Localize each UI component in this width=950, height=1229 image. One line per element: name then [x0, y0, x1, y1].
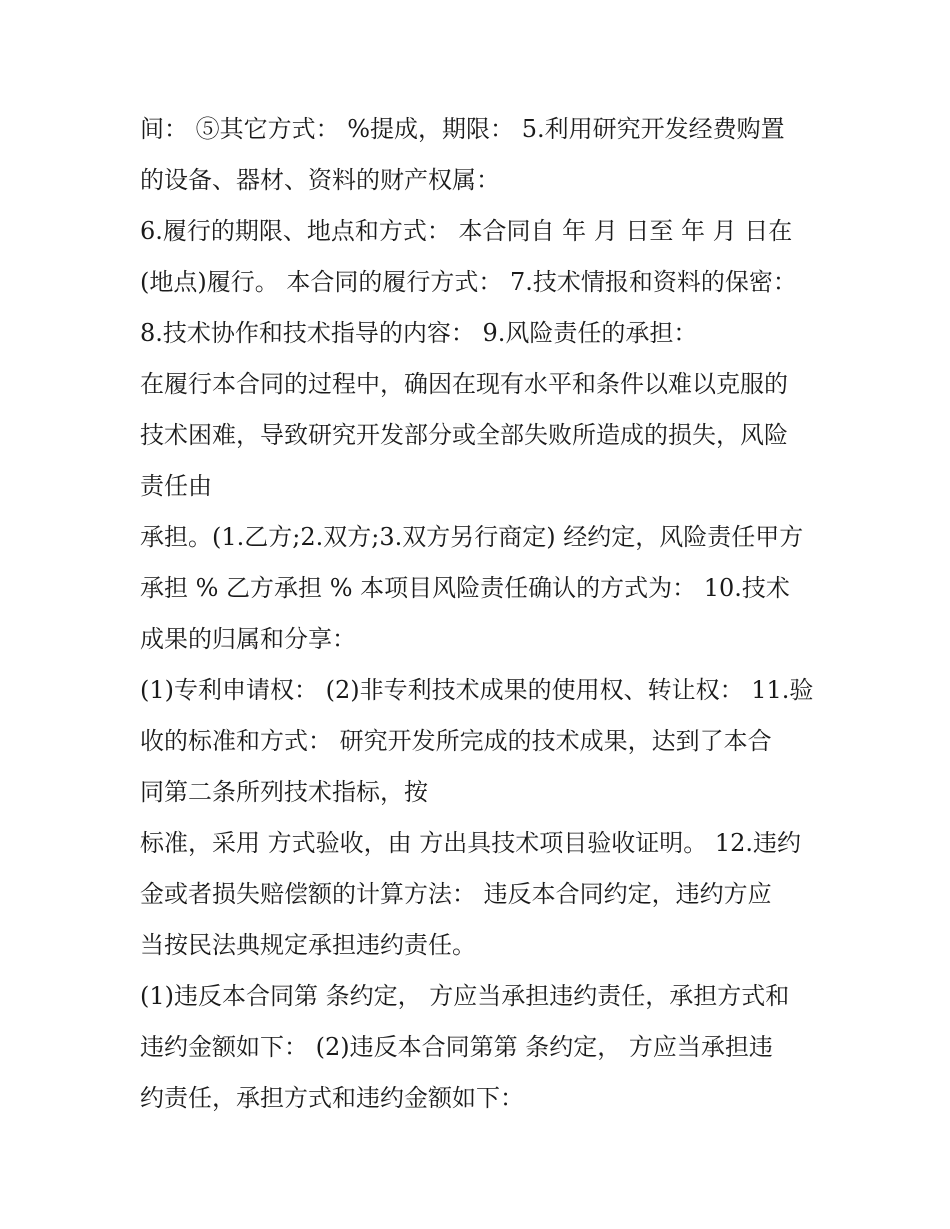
text-line: 6.履行的期限、地点和方式： 本合同自 年 月 日至 年 月 日在 — [140, 217, 793, 245]
text-line: (1)违反本合同第 条约定， 方应当承担违约责任，承担方式和 — [140, 982, 790, 1010]
text-line: 间： ⑤其它方式： %提成，期限： 5.利用研究开发经费购置 — [140, 115, 785, 143]
text-line: 同第二条所列技术指标，按 — [140, 778, 428, 806]
text-line: 违约金额如下： (2)违反本合同第第 条约定， 方应当承担违 — [140, 1033, 773, 1061]
text-line: 标准，采用 方式验收，由 方出具技术项目验收证明。 12.违约 — [140, 829, 802, 857]
text-line: 收的标准和方式： 研究开发所完成的技术成果，达到了本合 — [140, 727, 772, 755]
text-line: 技术困难，导致研究开发部分或全部失败所造成的损失，风险 — [140, 421, 788, 449]
text-line: 8.技术协作和技术指导的内容： 9.风险责任的承担： — [140, 319, 698, 347]
text-line: (地点)履行。 本合同的履行方式： 7.技术情报和资料的保密： — [140, 268, 797, 296]
text-line: 成果的归属和分享： — [140, 625, 356, 653]
text-line: 的设备、器材、资料的财产权属： — [140, 166, 500, 194]
text-line: 约责任，承担方式和违约金额如下： — [140, 1084, 524, 1112]
text-line: 当按民法典规定承担违约责任。 — [140, 931, 476, 959]
text-line: (1)专利申请权： (2)非专利技术成果的使用权、转让权： 11.验 — [140, 676, 814, 704]
text-line: 责任由 — [140, 472, 212, 500]
text-line: 金或者损失赔偿额的计算方法： 违反本合同约定，违约方应 — [140, 880, 772, 908]
text-line: 承担。(1.乙方;2.双方;3.双方另行商定) 经约定，风险责任甲方 — [140, 523, 804, 551]
text-line: 在履行本合同的过程中，确因在现有水平和条件以难以克服的 — [140, 370, 788, 398]
text-line: 承担 % 乙方承担 % 本项目风险责任确认的方式为： 10.技术 — [140, 574, 790, 602]
